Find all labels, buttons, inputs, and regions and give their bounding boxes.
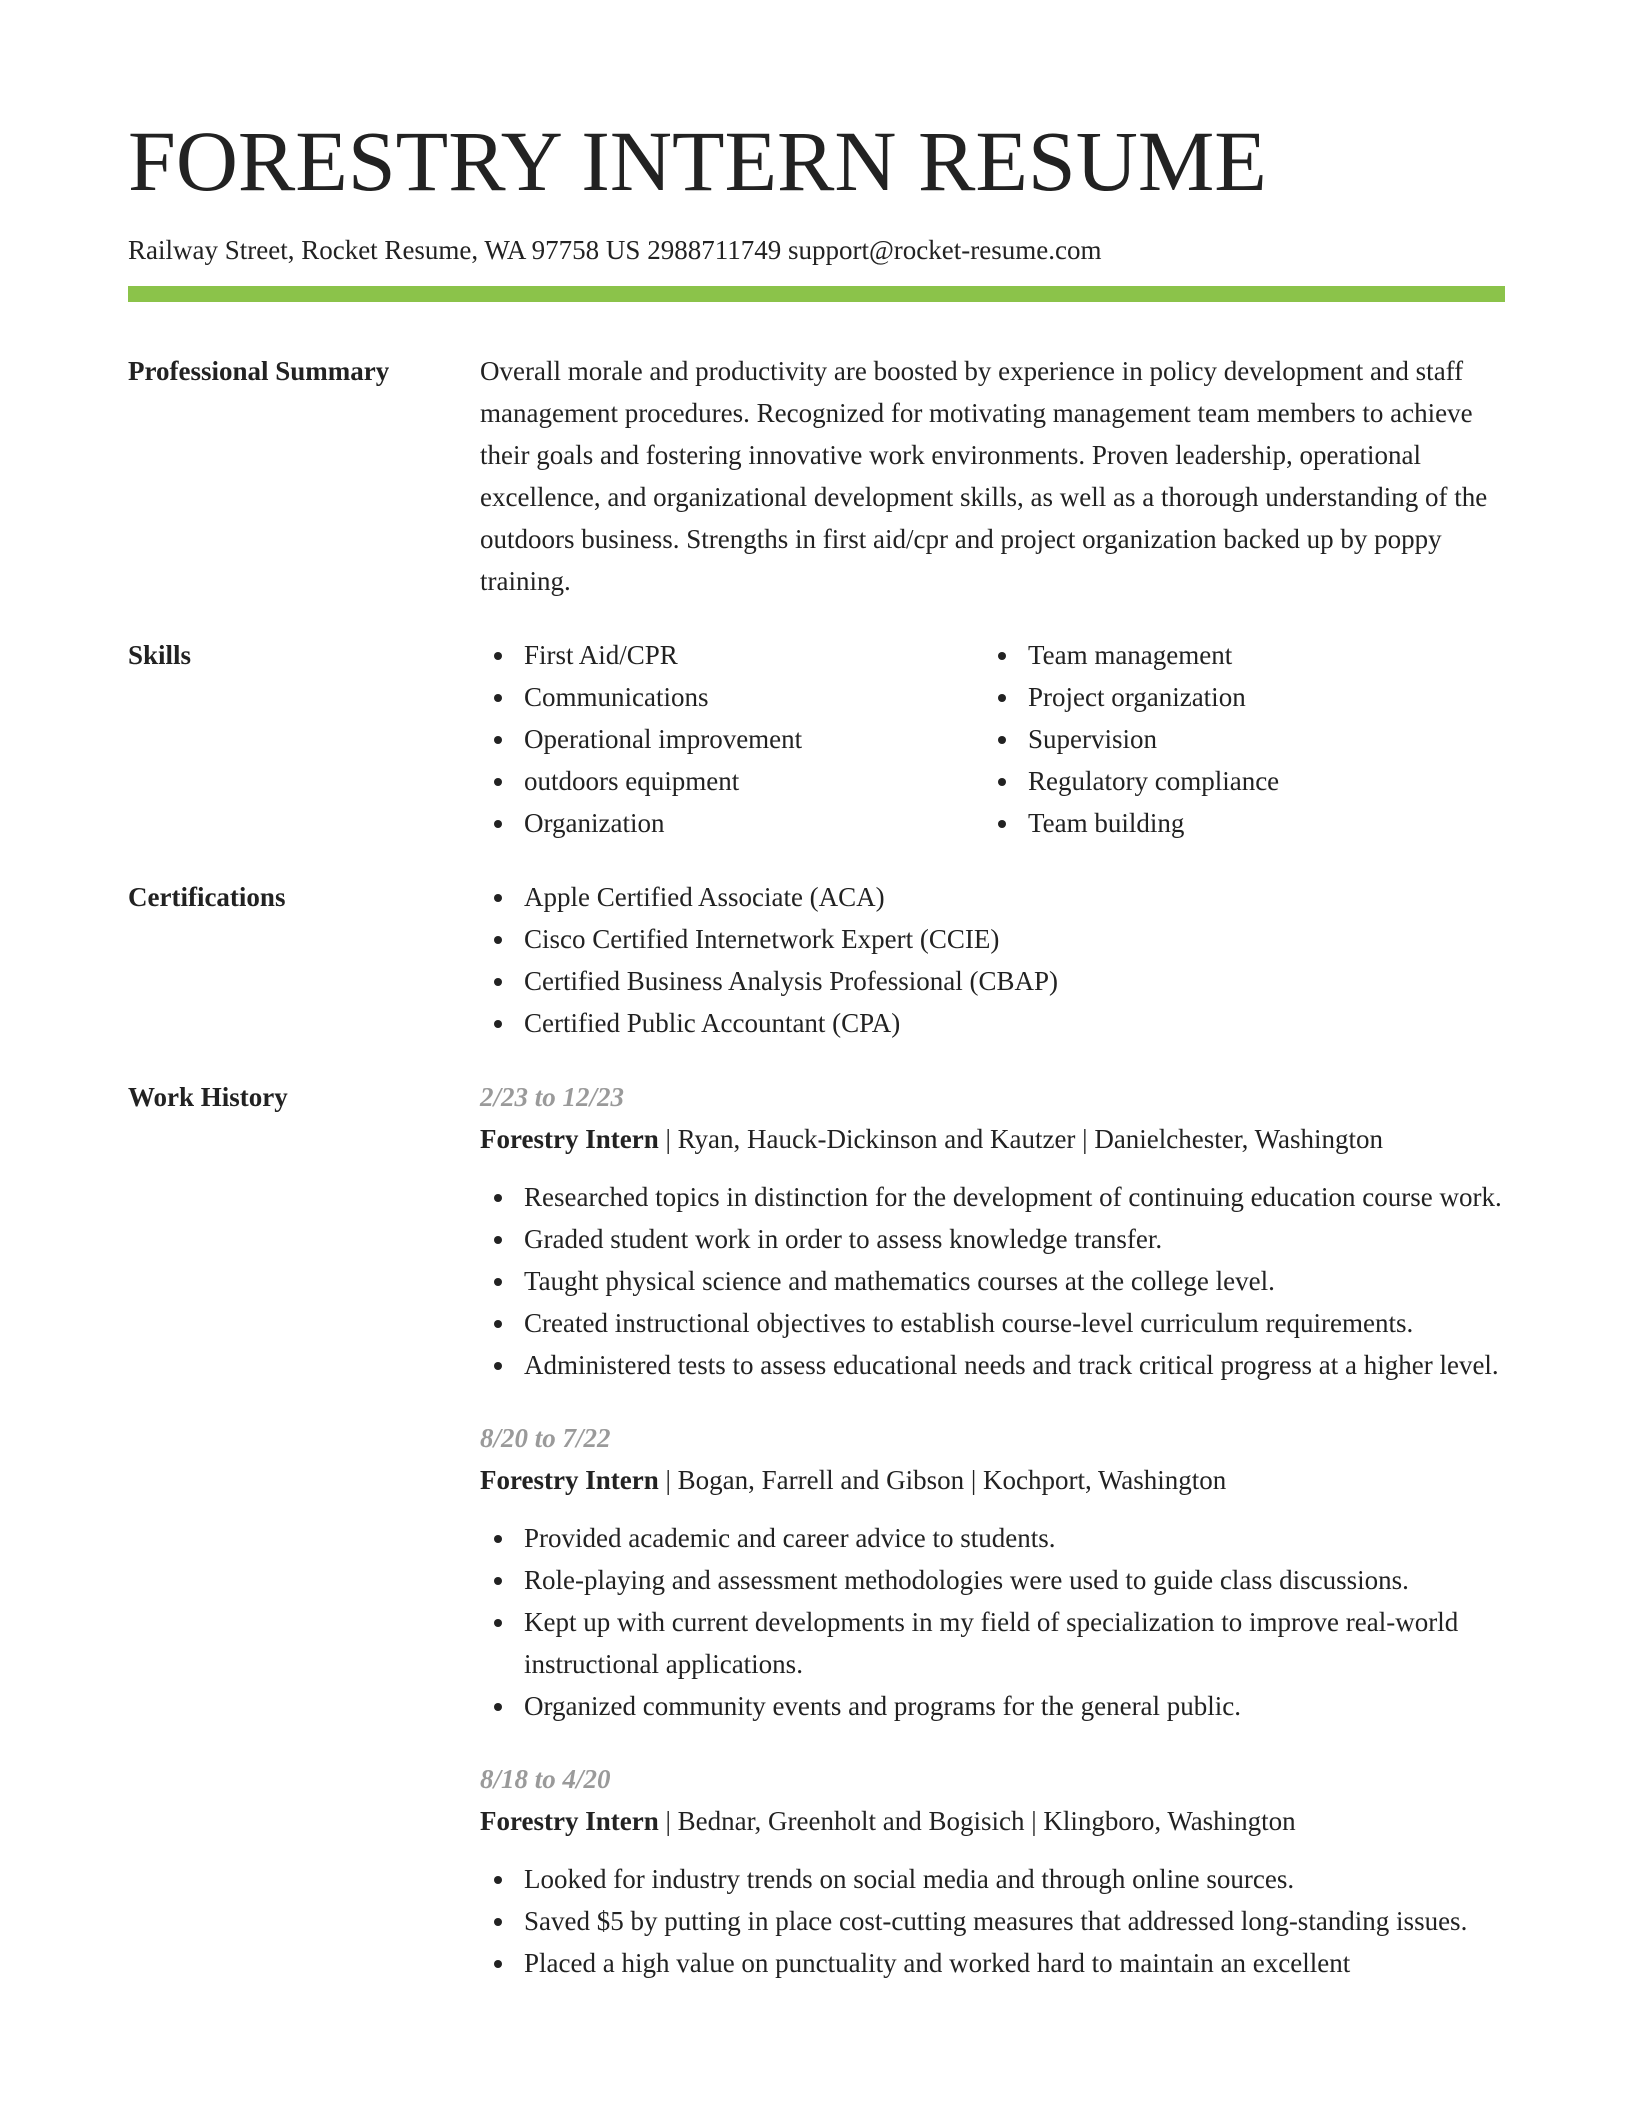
skill-item: Regulatory compliance	[984, 760, 1488, 802]
skill-item: First Aid/CPR	[480, 634, 984, 676]
skills-column-left	[480, 634, 984, 844]
job-bullet: Placed a high value on punctuality and worked hard to maintain an excellent	[480, 1942, 1505, 1984]
skill-item: Project organization	[984, 676, 1488, 718]
job-bullet: Role-playing and assessment methodologies were used to guide class discussions.	[480, 1559, 1505, 1601]
job-bullet: Kept up with current developments in my field of specialization to improve real-world instructional applications.	[480, 1601, 1505, 1685]
summary-text: Overall morale and productivity are boosted by experience in policy development and staff management procedures. Recognized for motivating management team members to achieve their goals and fostering innovative work environments. Proven leadership, operational excellence, and organizational development skills, as well as a thorough understanding of the outdoors business. Strengths in first aid/cpr and project organization backed up by poppy training.	[480, 356, 1488, 596]
resume-title: FORESTRY INTERN RESUME	[128, 113, 1267, 209]
skill-item: outdoors equipment	[480, 760, 984, 802]
job-bullet: Looked for industry trends on social media and through online sources.	[480, 1858, 1505, 1900]
skill-item: Operational improvement	[480, 718, 984, 760]
job-bullets	[480, 1176, 1505, 1386]
job-title: Forestry Intern	[480, 1465, 659, 1495]
job-bullet: Saved $5 by putting in place cost-cutting measures that addressed long-standing issues.	[480, 1900, 1505, 1942]
job-bullet: Organized community events and programs for the general public.	[480, 1685, 1505, 1727]
skills-column-right	[984, 634, 1488, 844]
certification-item: Cisco Certified Internetwork Expert (CCIE)	[480, 918, 1505, 960]
skill-item: Supervision	[984, 718, 1488, 760]
section-label-work-history: Work History	[128, 1082, 288, 1112]
skill-item: Team building	[984, 802, 1488, 844]
job-bullet: Researched topics in distinction for the development of continuing education course work.	[480, 1176, 1505, 1218]
contact-line: Railway Street, Rocket Resume, WA 97758 US 2988711749 support@rocket-resume.com	[128, 235, 1102, 265]
job-bullet: Created instructional objectives to establish course-level curriculum requirements.	[480, 1302, 1505, 1344]
job-dates: 8/20 to 7/22	[480, 1423, 611, 1453]
certification-item: Apple Certified Associate (ACA)	[480, 876, 1505, 918]
job-bullets	[480, 1517, 1505, 1727]
job-entry	[480, 1076, 1505, 1386]
job-title: Forestry Intern	[480, 1806, 659, 1836]
job-title: Forestry Intern	[480, 1124, 659, 1154]
skill-item: Organization	[480, 802, 984, 844]
job-dates: 2/23 to 12/23	[480, 1082, 625, 1112]
certification-item: Certified Business Analysis Professional (CBAP)	[480, 960, 1505, 1002]
job-bullet: Provided academic and career advice to students.	[480, 1517, 1505, 1559]
job-details: | Ryan, Hauck-Dickinson and Kautzer | Danielchester, Washington	[658, 1124, 1383, 1154]
job-details: | Bednar, Greenholt and Bogisich | Klingboro, Washington	[658, 1806, 1296, 1836]
certification-item: Certified Public Accountant (CPA)	[480, 1002, 1505, 1044]
certifications-list	[480, 876, 1505, 1044]
work-history	[480, 1076, 1505, 2015]
section-label-skills: Skills	[128, 640, 192, 670]
job-heading	[480, 1118, 1505, 1160]
accent-divider	[128, 286, 1505, 302]
job-heading	[480, 1800, 1505, 1842]
job-details: | Bogan, Farrell and Gibson | Kochport, Washington	[658, 1465, 1227, 1495]
job-bullet: Graded student work in order to assess knowledge transfer.	[480, 1218, 1505, 1260]
job-bullet: Taught physical science and mathematics courses at the college level.	[480, 1260, 1505, 1302]
job-bullets	[480, 1858, 1505, 1984]
skill-item: Team management	[984, 634, 1488, 676]
job-dates: 8/18 to 4/20	[480, 1764, 611, 1794]
job-bullet: Administered tests to assess educational needs and track critical progress at a higher level.	[480, 1344, 1505, 1386]
skill-item: Communications	[480, 676, 984, 718]
skills-list	[480, 634, 1505, 844]
job-entry	[480, 1417, 1505, 1727]
section-label-summary: Professional Summary	[128, 356, 390, 386]
job-heading	[480, 1459, 1505, 1501]
job-entry	[480, 1758, 1505, 1984]
section-label-certifications: Certifications	[128, 882, 286, 912]
